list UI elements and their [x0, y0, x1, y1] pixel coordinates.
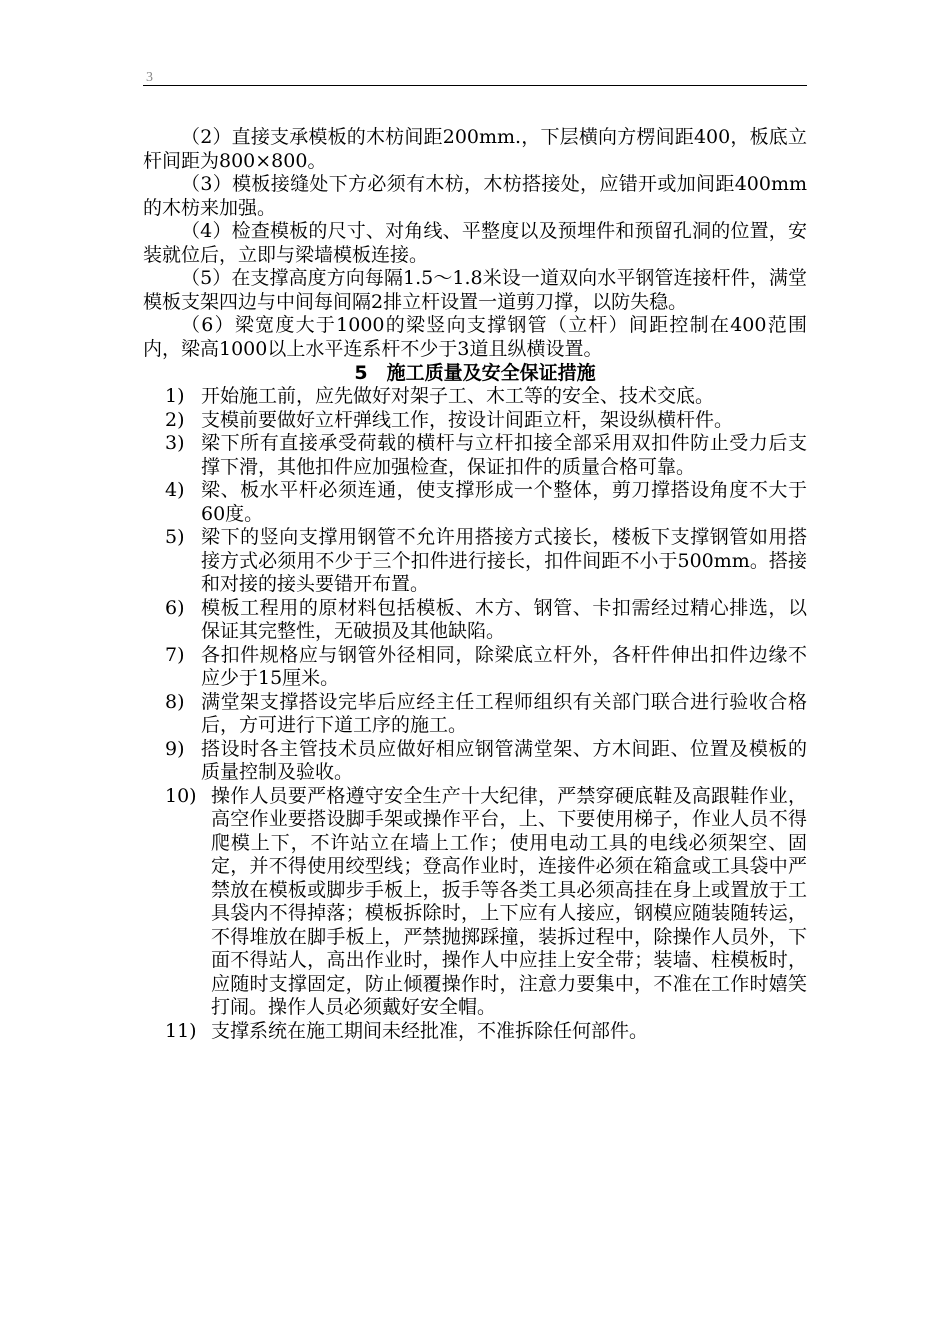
list-item: [165, 432, 807, 479]
list-item-number: 10): [165, 784, 197, 807]
list-item-number: 3): [165, 432, 185, 454]
section-heading: 5 施工质量及安全保证措施: [354, 362, 596, 384]
paragraph-6: （6）梁宽度大于1000的梁竖向支撑钢管（立杆）间距控制在400范围内，梁高1000以上水平连系杆不少于3道且纵横设置。: [143, 314, 807, 360]
list-item-number: 1): [165, 385, 185, 407]
list-item: [165, 644, 807, 691]
list-item: [165, 479, 807, 526]
list-item: [165, 526, 807, 597]
list-item-text: 搭设时各主管技术员应做好相应钢管满堂架、方木间距、位置及模板的质量控制及验收。: [201, 737, 807, 783]
list-item-number: 8): [165, 690, 185, 713]
paragraph-4: （4）检查模板的尺寸、对角线、平整度以及预埋件和预留孔洞的位置，安装就位后，立即与梁墙模板连接。: [143, 220, 807, 266]
list-item: [165, 385, 807, 409]
list-item: [165, 409, 807, 433]
page-number: 3: [146, 70, 153, 85]
paragraph-2: （2）直接支承模板的木枋间距200mm.，下层横向方楞间距400，板底立杆间距为800×800。: [143, 126, 807, 172]
list-item-number: 5): [165, 526, 185, 548]
list-item-text: 操作人员要严格遵守安全生产十大纪律，严禁穿硬底鞋及高跟鞋作业，高空作业要搭设脚手架或操作平台，上、下要使用梯子，作业人员不得爬模上下，不许站立在墙上工作；使用电动工具的电线必须架空、固定，并不得使用绞型线；登高作业时，连接件必须在箱盒或工具袋中严禁放在模板或脚步手板上，扳手等各类工具必须高挂在身上或置放于工具袋内不得掉落；模板拆除时，上下应有人接应，钢模应随装随转运，不得堆放在脚手板上，严禁抛掷踩撞，装拆过程中，除操作人员外，下面不得站人，高出作业时，操作人中应挂上安全带；装墙、柱模板时，应随时支撑固定，防止倾覆操作时，注意力要集中，不准在工作时嬉笑打闹。操作人员必须戴好安全帽。: [211, 784, 807, 1018]
list-item-number: 7): [165, 643, 185, 666]
list-item-text: 梁、板水平杆必须连通，使支撑形成一个整体，剪刀撑搭设角度不大于60度。: [201, 479, 807, 525]
list-item: [165, 597, 807, 644]
list-item-number: 4): [165, 479, 185, 501]
list-item: [165, 785, 807, 1020]
list-item-text: 各扣件规格应与钢管外径相同，除梁底立杆外，各杆件伸出扣件边缘不应少于15厘米。: [201, 643, 807, 689]
list-item-text: 开始施工前，应先做好对架子工、木工等的安全、技术交底。: [201, 385, 715, 407]
list-item: [165, 691, 807, 738]
list-item: [165, 1020, 807, 1044]
list-item-number: 2): [165, 408, 185, 431]
list-item-text: 梁下的竖向支撑用钢管不允许用搭接方式接长，楼板下支撑钢管如用搭接方式必须用不少于三个扣件进行接长，扣件间距不小于500mm。搭接和对接的接头要错开布置。: [201, 526, 807, 595]
header-rule: [143, 85, 807, 86]
list-item-text: 满堂架支撑搭设完毕后应经主任工程师组织有关部门联合进行验收合格后，方可进行下道工序的施工。: [201, 690, 807, 736]
list-item-number: 6): [165, 596, 185, 619]
paragraph-5: （5）在支撑高度方向每隔1.5～1.8米设一道双向水平钢管连接杆件，满堂模板支架四边与中间每间隔2排立杆设置一道剪刀撑，以防失稳。: [143, 267, 807, 313]
paragraph-3: （3）模板接缝处下方必须有木枋，木枋搭接处，应错开或加间距400mm的木枋来加强。: [143, 173, 807, 219]
list-item-number: 11): [165, 1019, 197, 1042]
list-item-number: 9): [165, 737, 185, 760]
list-item-text: 模板工程用的原材料包括模板、木方、钢管、卡扣需经过精心排选，以保证其完整性，无破损及其他缺陷。: [201, 596, 807, 642]
list-item-text: 梁下所有直接承受荷载的横杆与立杆扣接全部采用双扣件防止受力后支撑下滑，其他扣件应加强检查，保证扣件的质量合格可靠。: [201, 432, 807, 478]
list-item-text: 支撑系统在施工期间未经批准，不准拆除任何部件。: [211, 1019, 649, 1042]
document-body: [143, 126, 807, 1043]
list-item: [165, 738, 807, 785]
list-item-text: 支模前要做好立杆弹线工作，按设计间距立杆，架设纵横杆件。: [201, 408, 734, 431]
